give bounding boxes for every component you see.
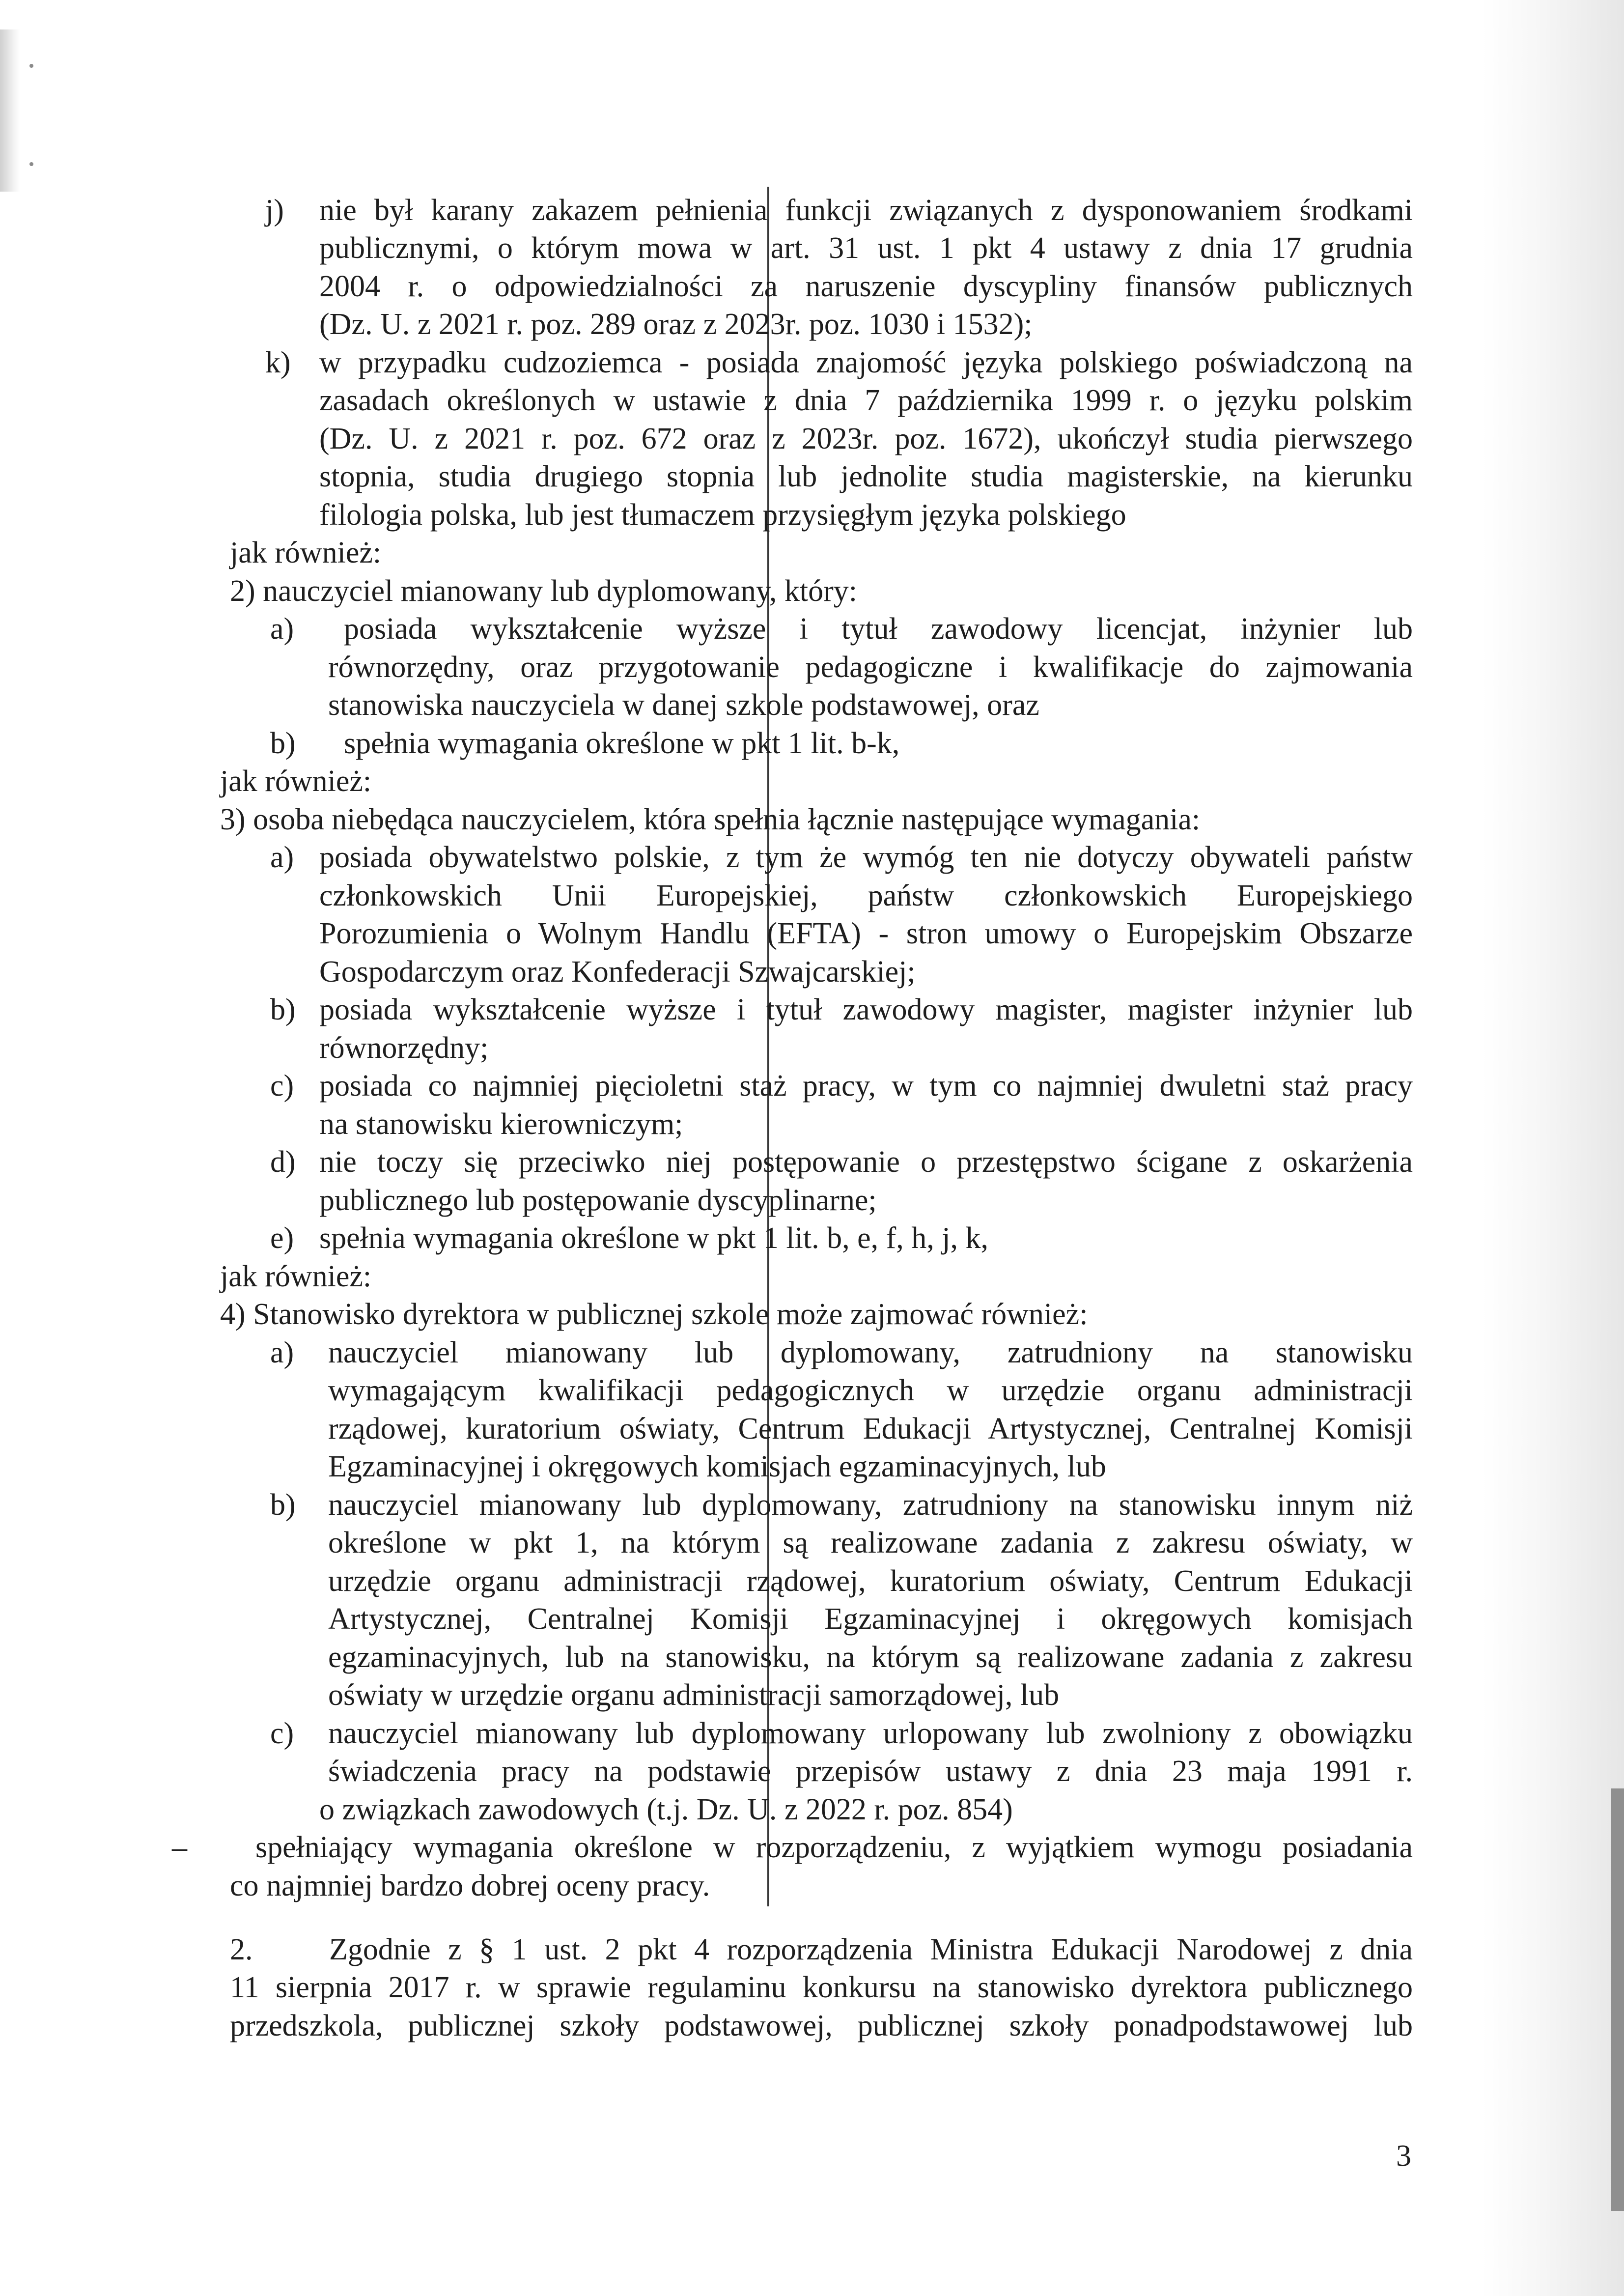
text-line: nie był karany zakazem pełnienia funkcji związanych z dysponowaniem środkami bbox=[319, 194, 1413, 227]
text-line: Artystycznej, Centralnej Komisji Egzaminacyjnej i okręgowych komisjach bbox=[328, 1602, 1413, 1636]
page-number: 3 bbox=[1396, 2139, 1411, 2173]
text-line: nauczyciel mianowany lub dyplomowany urlopowany lub zwolniony z obowiązku bbox=[328, 1717, 1413, 1750]
text-line: publicznego lub postępowanie dyscyplinarne; bbox=[319, 1184, 877, 1217]
connector-text: jak również: bbox=[220, 1260, 372, 1293]
text-line: nie toczy się przeciwko niej postępowanie o przestępstwo ścigane z oskarżenia bbox=[319, 1145, 1413, 1179]
text-line: (Dz. U. z 2021 r. poz. 672 oraz z 2023r. poz. 1672), ukończył studia pierwszego bbox=[319, 422, 1413, 455]
text-line: spełnia wymagania określone w pkt 1 lit. b, e, f, h, j, k, bbox=[319, 1221, 989, 1255]
text-line: spełnia wymagania określone w pkt 1 lit. b-k, bbox=[344, 727, 900, 760]
text-line: co najmniej bardzo dobrej oceny pracy. bbox=[230, 1869, 710, 1902]
list-marker: b) bbox=[270, 727, 296, 760]
text-line: stanowiska nauczyciela w danej szkole podstawowej, oraz bbox=[328, 688, 1039, 722]
list-marker: j) bbox=[265, 194, 284, 227]
dash-marker: – bbox=[172, 1831, 187, 1864]
text-line: określone w pkt 1, na którym są realizowane zadania z zakresu oświaty, w bbox=[328, 1526, 1413, 1559]
text-line: zasadach określonych w ustawie z dnia 7 października 1999 r. o języku polskim bbox=[319, 384, 1413, 417]
text-line: o związkach zawodowych (t.j. Dz. U. z 2022 r. poz. 854) bbox=[319, 1793, 1013, 1826]
text-line: rządowej, kuratorium oświaty, Centrum Edukacji Artystycznej, Centralnej Komisji bbox=[328, 1412, 1413, 1446]
list-marker: c) bbox=[270, 1069, 294, 1103]
text-line: publicznymi, o którym mowa w art. 31 ust. 1 pkt 4 ustawy z dnia 17 grudnia bbox=[319, 231, 1413, 265]
text-line: (Dz. U. z 2021 r. poz. 289 oraz z 2023r. poz. 1030 i 1532); bbox=[319, 308, 1033, 341]
list-marker: b) bbox=[270, 993, 296, 1026]
text-line: Gospodarczym oraz Konfederacji Szwajcarskiej; bbox=[319, 955, 916, 989]
text-line: w przypadku cudzoziemca - posiada znajomość języka polskiego poświadczoną na bbox=[319, 346, 1413, 379]
text-line: filologia polska, lub jest tłumaczem przysięgłym języka polskiego bbox=[319, 498, 1126, 532]
text-line: 2004 r. o odpowiedzialności za naruszenie dyscypliny finansów publicznych bbox=[319, 270, 1413, 303]
list-marker: a) bbox=[270, 841, 294, 874]
text-line: nauczyciel mianowany lub dyplomowany, zatrudniony na stanowisku bbox=[328, 1336, 1413, 1369]
section-heading: 4) Stanowisko dyrektora w publicznej szkole może zajmować również: bbox=[220, 1298, 1088, 1331]
connector-text: jak również: bbox=[230, 536, 382, 569]
list-marker: a) bbox=[270, 612, 294, 646]
text-line: wymagającym kwalifikacji pedagogicznych w urzędzie organu administracji bbox=[328, 1374, 1413, 1407]
text-line: spełniający wymagania określone w rozporządzeniu, z wyjątkiem wymogu posiadania bbox=[255, 1831, 1413, 1864]
section-heading: 2) nauczyciel mianowany lub dyplomowany, który: bbox=[230, 574, 857, 608]
text-line: równorzędny; bbox=[319, 1031, 489, 1065]
text-line: członkowskich Unii Europejskiej, państw członkowskich Europejskiego bbox=[319, 879, 1413, 912]
list-marker: a) bbox=[270, 1336, 294, 1369]
section-heading: 3) osoba niebędąca nauczycielem, która spełnia łącznie następujące wymagania: bbox=[220, 803, 1201, 836]
text-line: oświaty w urzędzie organu administracji samorządowej, lub bbox=[328, 1678, 1060, 1712]
text-line: egzaminacyjnych, lub na stanowisku, na którym są realizowane zadania z zakresu bbox=[328, 1641, 1413, 1674]
text-line: równorzędny, oraz przygotowanie pedagogiczne i kwalifikacje do zajmowania bbox=[328, 651, 1413, 684]
text-line: posiada wykształcenie wyższe i tytuł zawodowy magister, magister inżynier lub bbox=[319, 993, 1413, 1026]
text-line: 11 sierpnia 2017 r. w sprawie regulaminu konkursu na stanowisko dyrektora publicznego bbox=[230, 1971, 1413, 2004]
list-marker: e) bbox=[270, 1221, 294, 1255]
text-line: świadczenia pracy na podstawie przepisów ustawy z dnia 23 maja 1991 r. bbox=[328, 1755, 1413, 1788]
text-line: nauczyciel mianowany lub dyplomowany, zatrudniony na stanowisku innym niż bbox=[328, 1488, 1413, 1522]
list-marker: d) bbox=[270, 1145, 296, 1179]
text-line: przedszkola, publicznej szkoły podstawowej, publicznej szkoły ponadpodstawowej lub bbox=[230, 2009, 1413, 2042]
list-marker: k) bbox=[265, 346, 291, 379]
list-marker: b) bbox=[270, 1488, 296, 1522]
text-line: na stanowisku kierowniczym; bbox=[319, 1107, 683, 1141]
connector-text: jak również: bbox=[220, 765, 372, 798]
text-line: Porozumienia o Wolnym Handlu (EFTA) - stron umowy o Europejskim Obszarze bbox=[319, 917, 1413, 950]
text-line: posiada wykształcenie wyższe i tytuł zawodowy licencjat, inżynier lub bbox=[344, 612, 1413, 646]
text-line: posiada co najmniej pięcioletni staż pracy, w tym co najmniej dwuletni staż pracy bbox=[319, 1069, 1413, 1103]
text-line: urzędzie organu administracji rządowej, kuratorium oświaty, Centrum Edukacji bbox=[328, 1564, 1413, 1598]
text-line: Egzaminacyjnej i okręgowych komisjach egzaminacyjnych, lub bbox=[328, 1450, 1106, 1483]
paragraph-number: 2. bbox=[230, 1933, 253, 1966]
text-line: posiada obywatelstwo polskie, z tym że wymóg ten nie dotyczy obywateli państw bbox=[319, 841, 1413, 874]
text-line: stopnia, studia drugiego stopnia lub jednolite studia magisterskie, na kierunku bbox=[319, 460, 1413, 493]
text-line: Zgodnie z § 1 ust. 2 pkt 4 rozporządzenia Ministra Edukacji Narodowej z dnia bbox=[329, 1933, 1413, 1966]
list-marker: c) bbox=[270, 1717, 294, 1750]
